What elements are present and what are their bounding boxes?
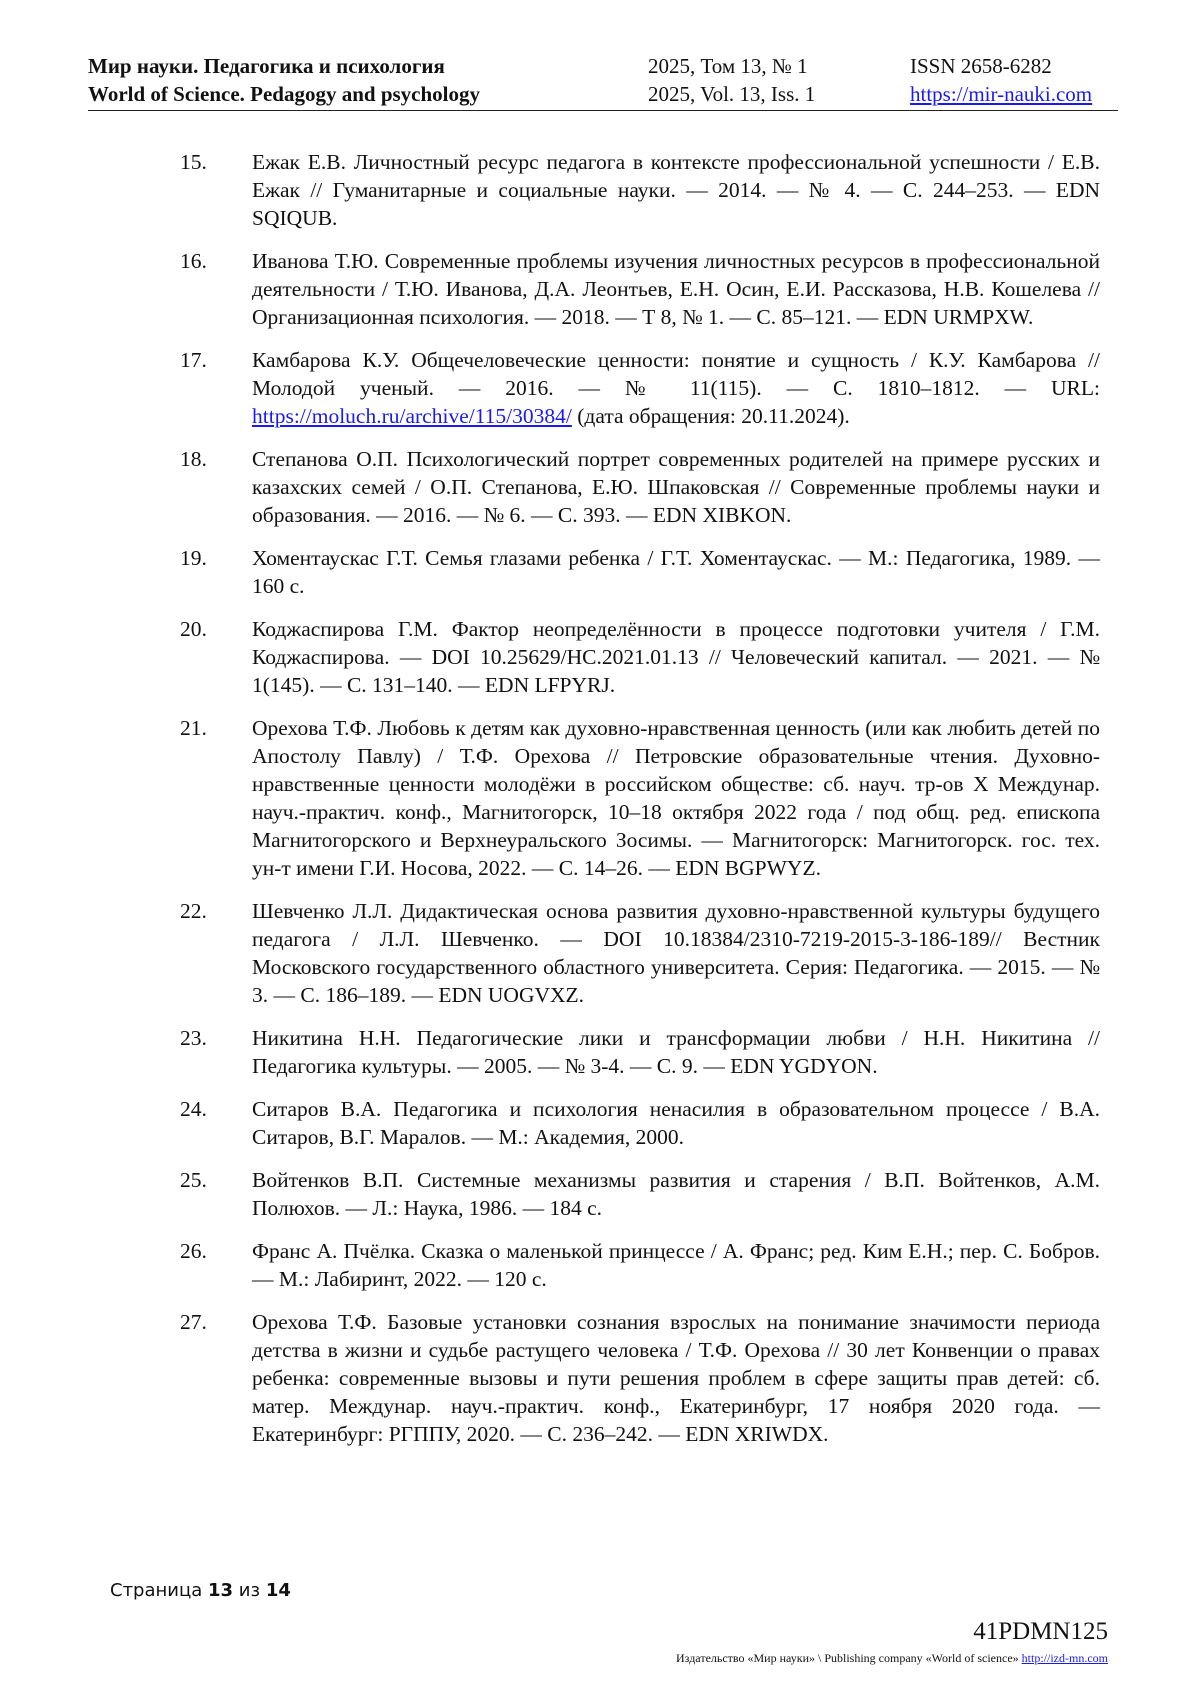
reference-item <box>180 346 1100 430</box>
journal-title-block <box>88 52 480 108</box>
reference-item <box>180 1166 1100 1222</box>
reference-item <box>180 148 1100 232</box>
reference-text <box>252 346 1100 430</box>
reference-number: 24. <box>180 1097 207 1121</box>
reference-item <box>180 897 1100 1009</box>
issue-ru: 2025, Том 13, № 1 <box>648 54 808 78</box>
article-code: 41PDMN125 <box>973 1618 1108 1645</box>
reference-item <box>180 1237 1100 1293</box>
reference-text: Ежак Е.В. Личностный ресурс педагога в контексте профессиональной успешности / Е.В. Ежак // Гуманитарные и социальные науки. — 2014. — № 4. — С. 244–253. — EDN SQIQUB. <box>252 150 1100 230</box>
reference-number: 25. <box>180 1168 207 1192</box>
reference-number: 23. <box>180 1026 207 1050</box>
page-total: 14 <box>265 1580 291 1601</box>
reference-text-part: Камбарова К.У. Общечеловеческие ценности: понятие и сущность / К.У. Камбарова // Молодой ученый. — 2016. — № 11(115). — С. 1810–1812. — URL: <box>252 348 1100 400</box>
reference-number: 16. <box>180 249 207 273</box>
reference-item <box>180 615 1100 699</box>
reference-number: 22. <box>180 899 207 923</box>
reference-item <box>180 247 1100 331</box>
reference-item <box>180 1024 1100 1080</box>
reference-text: Иванова Т.Ю. Современные проблемы изучения личностных ресурсов в профессиональной деятельности / Т.Ю. Иванова, Д.А. Леонтьев, Е.Н. Осин, Е.И. Рассказова, Н.В. Кошелева // Организационная психология. — 2018. — Т 8, № 1. — С. 85–121. — EDN URMPXW. <box>252 249 1100 329</box>
page-number <box>110 1580 291 1601</box>
reference-number: 19. <box>180 546 207 570</box>
reference-number: 26. <box>180 1239 207 1263</box>
reference-text: Ситаров В.А. Педагогика и психология ненасилия в образовательном процессе / В.А. Ситаров, В.Г. Маралов. — М.: Академия, 2000. <box>252 1097 1100 1149</box>
reference-number: 20. <box>180 617 207 641</box>
reference-text: Орехова Т.Ф. Любовь к детям как духовно-нравственная ценность (или как любить детей по Апостолу Павлу) / Т.Ф. Орехова // Петровские образовательные чтения. Духовно-нравственные ценности молодёжи в российском обществе: сб. науч. тр-ов X Междунар. науч.-практич. конф., Магнитогорск, 10–18 октября 2022 года / под общ. ред. епископа Магнитогорского и Верхнеуральского Зосимы. — Магнитогорск: Магнитогорск. гос. тех. ун-т имени Г.И. Носова, 2022. — С. 14–26. — EDN BGPWYZ. <box>252 716 1100 880</box>
page-of: из <box>238 1580 261 1601</box>
issue-en: 2025, Vol. 13, Iss. 1 <box>648 82 816 106</box>
reference-text-part: (дата обращения: 20.11.2024). <box>571 404 850 428</box>
reference-text: Степанова О.П. Психологический портрет современных родителей на примере русских и казахских семей / О.П. Степанова, Е.Ю. Шпаковская // Современные проблемы науки и образования. — 2016. — № 6. — С. 393. — EDN XIBKON. <box>252 447 1100 527</box>
reference-item <box>180 1095 1100 1151</box>
issn-block <box>910 52 1092 108</box>
publisher-line <box>676 1651 1108 1666</box>
reference-list <box>180 148 1100 1463</box>
reference-text: Шевченко Л.Л. Дидактическая основа развития духовно-нравственной культуры будущего педагога / Л.Л. Шевченко. — DOI 10.18384/2310-7219-2015-3-186-189// Вестник Московского государственного областного университета. Серия: Педагогика. — 2015. — № 3. — С. 186–189. — EDN UOGVXZ. <box>252 899 1100 1007</box>
reference-item <box>180 445 1100 529</box>
issn: ISSN 2658-6282 <box>910 54 1052 78</box>
reference-text: Войтенков В.П. Системные механизмы развития и старения / В.П. Войтенков, А.М. Полюхов. — Л.: Наука, 1986. — 184 с. <box>252 1168 1100 1220</box>
journal-title-en: World of Science. Pedagogy and psychology <box>88 82 481 106</box>
reference-number: 18. <box>180 447 207 471</box>
reference-item <box>180 1308 1100 1448</box>
issue-block <box>648 52 815 108</box>
reference-number: 21. <box>180 716 207 740</box>
journal-header <box>88 52 1118 111</box>
reference-text: Коджаспирова Г.М. Фактор неопределённости в процессе подготовки учителя / Г.М. Коджаспирова. — DOI 10.25629/HC.2021.01.13 // Человеческий капитал. — 2021. — № 1(145). — С. 131–140. — EDN LFPYRJ. <box>252 617 1100 697</box>
reference-text: Орехова Т.Ф. Базовые установки сознания взрослых на понимание значимости периода детства в жизни и судьбе растущего человека / Т.Ф. Орехова // 30 лет Конвенции о правах ребенка: современные вызовы и пути решения проблем в сфере защиты прав детей: сб. матер. Междунар. науч.-практич. конф., Екатеринбург, 17 ноября 2020 года. — Екатеринбург: РГППУ, 2020. — С. 236–242. — EDN XRIWDX. <box>252 1310 1100 1446</box>
page-current: 13 <box>208 1580 234 1601</box>
reference-number: 15. <box>180 150 207 174</box>
reference-number: 27. <box>180 1310 207 1334</box>
reference-item <box>180 714 1100 882</box>
reference-link[interactable]: https://moluch.ru/archive/115/30384/ <box>252 404 572 428</box>
journal-url-link[interactable]: https://mir-nauki.com <box>910 82 1093 106</box>
reference-item <box>180 544 1100 600</box>
publisher-text: Издательство «Мир науки» \ Publishing company «World of science» <box>676 1651 1019 1665</box>
reference-number: 17. <box>180 348 207 372</box>
page-label: Страница <box>110 1580 203 1601</box>
reference-text: Хоментаускас Г.Т. Семья глазами ребенка / Г.Т. Хоментаускас. — М.: Педагогика, 1989. — 160 с. <box>252 546 1100 598</box>
journal-title-ru: Мир науки. Педагогика и психология <box>88 54 445 78</box>
reference-text: Никитина Н.Н. Педагогические лики и трансформации любви / Н.Н. Никитина // Педагогика культуры. — 2005. — № 3-4. — С. 9. — EDN YGDYON. <box>252 1026 1100 1078</box>
reference-text: Франс А. Пчёлка. Сказка о маленькой принцессе / А. Франс; ред. Ким Е.Н.; пер. С. Бобров. — М.: Лабиринт, 2022. — 120 с. <box>252 1239 1100 1291</box>
publisher-link[interactable]: http://izd-mn.com <box>1021 1651 1108 1665</box>
